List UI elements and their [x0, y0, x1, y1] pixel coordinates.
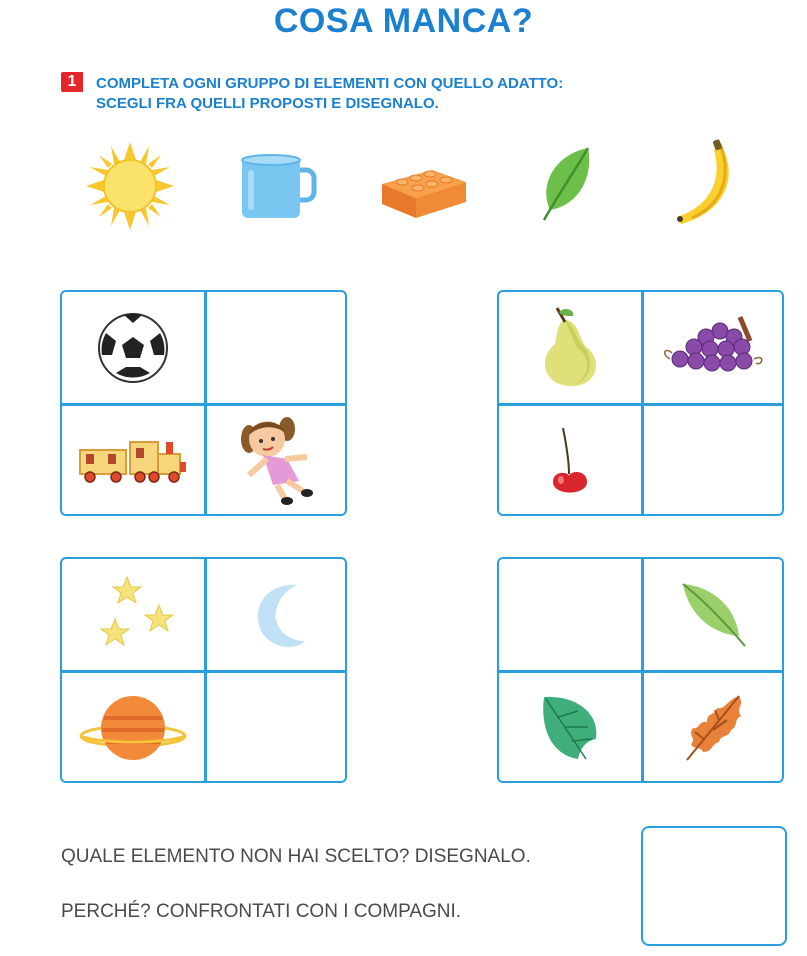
oak-leaf-icon	[679, 692, 749, 764]
group-leaves	[497, 557, 784, 783]
sun-icon	[84, 140, 176, 232]
pear-icon	[535, 306, 605, 390]
leaf-icon	[536, 144, 596, 224]
mug-icon	[238, 152, 318, 222]
lego-brick-icon	[378, 160, 470, 220]
cell-toy-train	[62, 405, 204, 516]
cell-cherry	[499, 405, 641, 516]
cell-moon	[206, 559, 348, 670]
green-leaf-icon	[679, 580, 749, 650]
doll-icon	[229, 415, 325, 507]
instruction-line-1: COMPLETA OGNI GRUPPO DI ELEMENTI CON QUELLO ADATTO:	[96, 75, 564, 92]
cell-grapes	[643, 292, 785, 403]
group-toys	[60, 290, 347, 516]
cell-empty[interactable]	[206, 292, 348, 403]
page-title: COSA MANCA?	[273, 2, 534, 40]
teal-leaf-icon	[538, 693, 602, 763]
cell-doll	[206, 405, 348, 516]
question-1: QUALE ELEMENTO NON HAI SCELTO? DISEGNALO.	[61, 846, 531, 867]
grapes-icon	[658, 313, 770, 383]
stars-icon	[87, 573, 179, 657]
cell-stars	[62, 559, 204, 670]
cell-empty[interactable]	[206, 672, 348, 783]
moon-icon	[245, 579, 309, 651]
cell-teal-leaf	[499, 672, 641, 783]
cell-empty[interactable]	[499, 559, 641, 670]
answer-box[interactable]	[641, 826, 787, 946]
question-2: PERCHÉ? CONFRONTATI CON I COMPAGNI.	[61, 901, 462, 922]
cherry-icon	[545, 424, 595, 498]
planet-icon	[78, 688, 188, 768]
soccer-ball-icon	[96, 311, 170, 385]
cell-planet	[62, 672, 204, 783]
exercise-instruction	[96, 74, 563, 114]
exercise-number-badge: 1	[61, 72, 83, 92]
cell-pear	[499, 292, 641, 403]
cell-oak-leaf	[643, 672, 785, 783]
banana-icon	[672, 138, 744, 230]
instruction-line-2: SCEGLI FRA QUELLI PROPOSTI E DISEGNALO.	[96, 95, 439, 112]
cell-soccer-ball	[62, 292, 204, 403]
group-sky	[60, 557, 347, 783]
toy-train-icon	[76, 436, 190, 486]
group-fruits	[497, 290, 784, 516]
cell-empty[interactable]	[643, 405, 785, 516]
cell-green-leaf	[643, 559, 785, 670]
